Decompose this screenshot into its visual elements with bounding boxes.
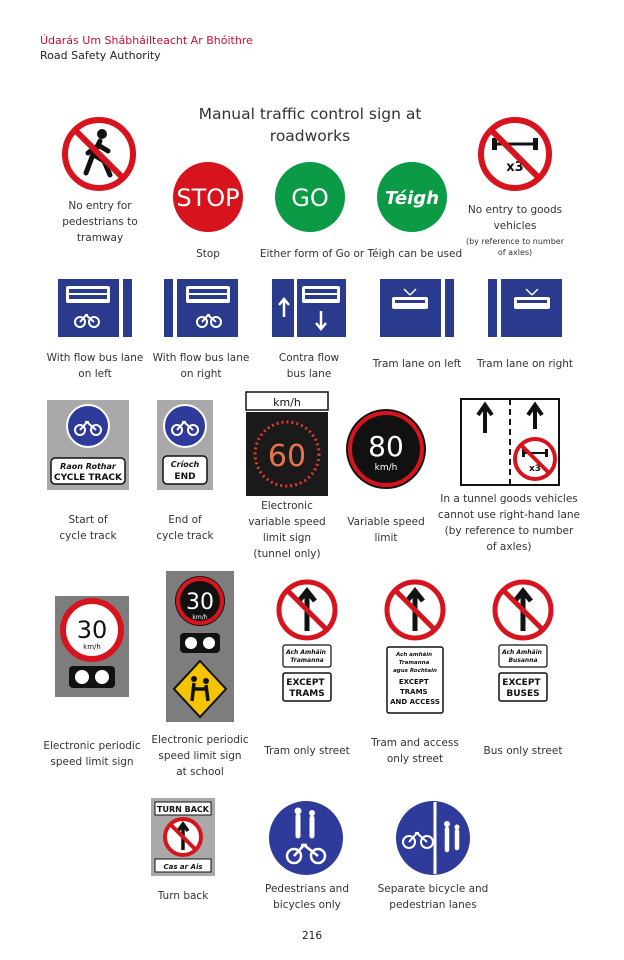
caption-no-pedestrians: No entry for pedestrians to tramway	[62, 200, 138, 244]
cycle-track-end-sign	[157, 400, 213, 490]
tram-only-english-line2: TRAMS	[289, 689, 325, 699]
caption-bus-lane-right: With flow bus lane on right	[152, 352, 250, 380]
caption-cycle-end: End of cycle track	[156, 514, 214, 542]
caption-variable-speed: Variable speed limit	[347, 516, 425, 544]
go-sign-text: GO	[291, 184, 329, 212]
tunnel-goods-axle-label: x3	[528, 464, 542, 474]
tram-access-irish-line2: Tramanna	[398, 660, 430, 666]
caption-stop: Stop	[196, 248, 220, 260]
cycle-end-plate-irish: Críoch	[170, 460, 200, 469]
tram-only-irish-line1: Ach Amháin	[285, 649, 326, 656]
svg-text:EXCEPT BUSES	[502, 678, 543, 699]
tram-access-irish-line1: Ach amháin	[396, 652, 433, 658]
tram-access-irish-line3: agus Rochtain	[393, 668, 437, 674]
turn-back-top-text: TURN BACK	[157, 805, 209, 814]
tram-lane-left-sign	[380, 279, 454, 337]
separate-lanes-sign	[395, 800, 471, 876]
caption-school-speed: Electronic periodic speed limit sign at school	[151, 734, 249, 778]
periodic-speed-sign	[55, 596, 129, 697]
tram-only-irish-line2: Tramanna	[290, 657, 324, 664]
tram-access-street-sign	[384, 579, 446, 715]
caption-tram-access: Tram and access only street	[371, 737, 459, 765]
bus-lane-right-sign	[164, 279, 238, 337]
caption-periodic-speed: Electronic periodic speed limit sign	[43, 740, 141, 768]
caption-tunnel-speed: Electronic variable speed limit sign (tunnel only)	[248, 500, 326, 560]
section-heading: Manual traffic control sign at roadworks	[198, 105, 422, 145]
tram-access-english-line3: AND ACCESS	[390, 698, 440, 706]
school-speed-sign	[166, 571, 234, 722]
svg-text:EXCEPT TRAMS	[286, 678, 327, 699]
tunnel-speed-unit: km/h	[273, 396, 301, 409]
caption-cycle-start: Start of cycle track	[59, 514, 117, 542]
header-org-english: Road Safety Authority	[40, 49, 161, 62]
tunnel-speed-sign	[246, 392, 328, 496]
bus-only-english-line1: EXCEPT	[502, 678, 541, 688]
caption-contra-flow: Contra flow bus lane	[278, 352, 340, 380]
note-no-goods: (by reference to number of axles)	[465, 237, 564, 257]
svg-text:Ach Amháin Tramanna	[285, 649, 328, 664]
school-speed-unit: km/h	[192, 614, 208, 621]
caption-tunnel-goods: In a tunnel goods vehicles cannot use right-hand lane (by reference to number of axles)	[438, 493, 580, 553]
turn-back-bottom-text: Cas ar Ais	[163, 863, 203, 871]
bus-only-english-line2: BUSES	[506, 689, 540, 699]
page-number: 216	[301, 930, 323, 942]
school-speed-value: 30	[186, 590, 214, 615]
caption-bus-lane-left: With flow bus lane on left	[46, 352, 144, 380]
periodic-speed-value: 30	[76, 616, 108, 644]
caption-tram-only: Tram only street	[264, 745, 350, 757]
bus-only-irish-line2: Busanna	[508, 657, 538, 664]
no-goods-vehicles-sign	[478, 117, 552, 191]
caption-separate-lanes: Separate bicycle and pedestrian lanes	[377, 883, 489, 911]
contra-flow-bus-lane-sign	[272, 279, 346, 337]
stop-sign	[172, 161, 244, 233]
caption-bus-only: Bus only street	[483, 745, 563, 757]
cycle-start-plate-irish: Raon Rothar	[60, 462, 116, 471]
turn-back-sign	[151, 798, 215, 876]
no-goods-axle-label: x3	[506, 160, 524, 175]
header-org-irish: Údarás Um Shábháilteacht Ar Bhóithre	[40, 34, 253, 47]
go-sign	[274, 161, 346, 233]
caption-no-goods: No entry to goods vehicles	[467, 204, 563, 232]
bus-only-street-sign	[492, 579, 554, 705]
caption-turn-back: Turn back	[157, 890, 209, 902]
tunnel-goods-sign	[461, 399, 559, 485]
caption-tram-lane-right: Tram lane on right	[476, 358, 574, 370]
caption-go-teigh: Either form of Go or Téigh can be used	[259, 248, 463, 260]
variable-speed-unit: km/h	[374, 463, 398, 473]
cycle-track-start-sign	[47, 400, 129, 490]
no-pedestrians-sign	[62, 117, 136, 191]
tram-only-english-line1: EXCEPT	[286, 678, 325, 688]
caption-ped-bicycles: Pedestrians and bicycles only	[264, 883, 349, 911]
periodic-speed-unit: km/h	[83, 643, 101, 651]
stop-sign-text: STOP	[176, 184, 240, 212]
teigh-sign	[376, 161, 448, 233]
tunnel-speed-value: 60	[267, 439, 307, 474]
cycle-end-plate-english: END	[174, 472, 196, 482]
caption-tram-lane-left: Tram lane on left	[372, 358, 462, 370]
tram-access-english-line2: TRAMS	[399, 688, 428, 696]
tram-lane-right-sign	[488, 279, 562, 337]
variable-speed-sign	[345, 408, 427, 490]
cycle-start-plate-english: CYCLE TRACK	[53, 473, 123, 483]
pedestrians-bicycles-sign	[268, 800, 344, 876]
tram-only-street-sign	[276, 579, 338, 705]
bus-only-irish-line1: Ach Amháin	[501, 649, 542, 656]
variable-speed-value: 80	[368, 430, 404, 463]
teigh-sign-text: Téigh	[384, 188, 440, 209]
svg-text:Ach amháin Tramanna ag	[393, 651, 437, 674]
tram-access-english-line1: EXCEPT	[398, 678, 429, 686]
bus-lane-left-sign	[58, 279, 132, 337]
